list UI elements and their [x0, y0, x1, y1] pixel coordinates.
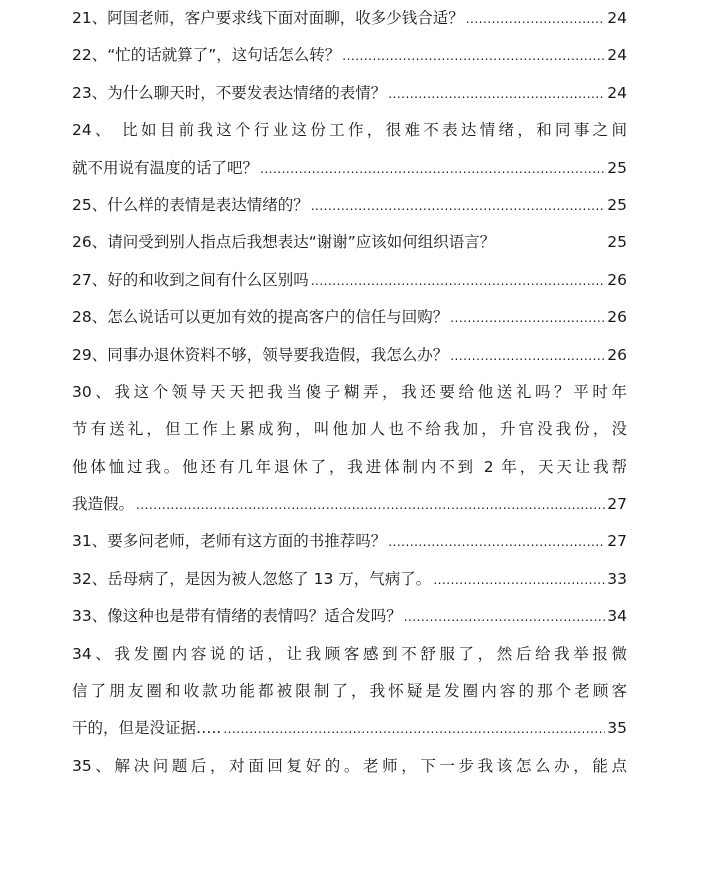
- toc-entry-title: 33、像这种也是带有情绪的表情吗？适合发吗？: [72, 607, 402, 626]
- toc-page-number: 25: [607, 158, 627, 177]
- toc-entry[interactable]: [72, 224, 627, 261]
- toc-entry-title: 35、解决问题后，对面回复好的。老师，下一步我该怎么办，能点: [72, 756, 627, 775]
- toc-entry[interactable]: [72, 150, 627, 187]
- toc-leader-dots: [311, 263, 606, 300]
- toc-entry-title: 24、 比如目前我这个行业这份工作，很难不表达情绪，和同事之间: [72, 121, 627, 140]
- toc-entry-title-cont: 就不用说有温度的话了吧？: [72, 158, 259, 177]
- toc-leader-dots: [342, 38, 605, 75]
- toc-page-number: 26: [607, 345, 627, 364]
- toc-entry-line[interactable]: [72, 112, 627, 149]
- toc-leader-dots: [311, 188, 606, 225]
- toc-entry-line[interactable]: [72, 636, 627, 673]
- toc-leader-dots: [433, 562, 605, 599]
- toc-entry-title: 30、我这个领导天天把我当傻子糊弄，我还要给他送礼吗？平时年: [72, 382, 627, 401]
- toc-entry[interactable]: [72, 710, 627, 747]
- toc-leader-dots: [404, 599, 606, 636]
- toc-entry[interactable]: [72, 598, 627, 635]
- toc-entry-title: 23、为什么聊天时，不要发表达情绪的表情？: [72, 83, 387, 102]
- toc-page-number: 25: [607, 195, 627, 214]
- toc-entry-title: 27、好的和收到之间有什么区别吗: [72, 270, 309, 289]
- toc-leader-dots: [223, 711, 605, 748]
- toc-entry[interactable]: [72, 0, 627, 37]
- toc-entry-title-cont: 我造假。: [72, 495, 135, 514]
- toc-entry[interactable]: [72, 299, 627, 336]
- toc-leader-dots: [260, 151, 605, 188]
- toc-leader-dots: [388, 524, 605, 561]
- toc-entry-line[interactable]: [72, 374, 627, 411]
- toc-entry-line[interactable]: [72, 673, 627, 710]
- toc-entry-title-cont: 信了朋友圈和收款功能都被限制了，我怀疑是发圈内容的那个老顾客: [72, 682, 627, 701]
- toc-entry-title: 34、我发圈内容说的话，让我顾客感到不舒服了，然后给我举报微: [72, 644, 627, 663]
- toc-entry[interactable]: [72, 187, 627, 224]
- toc-entry-line[interactable]: [72, 449, 627, 486]
- toc-entry-title-cont: 他体恤过我。他还有几年退休了，我进体制内不到 2 年，天天让我帮: [72, 457, 627, 476]
- toc-leader-dots: [466, 1, 606, 38]
- toc-page-number: 25: [607, 233, 627, 252]
- toc-leader-dots: [450, 300, 605, 337]
- toc-entry-title: 28、怎么说话可以更加有效的提高客户的信任与回购？: [72, 308, 449, 327]
- toc-page-number: 24: [607, 9, 627, 27]
- toc-entry-title: 25、什么样的表情是表达情绪的？: [72, 195, 309, 214]
- toc-entry[interactable]: [72, 37, 627, 74]
- toc-page-number: 26: [607, 308, 627, 327]
- toc-leader-dots: [136, 487, 605, 524]
- toc-entry[interactable]: [72, 337, 627, 374]
- toc-page-number: 27: [607, 532, 627, 551]
- toc-page-number: 26: [607, 270, 627, 289]
- toc-page-number: 24: [607, 83, 627, 102]
- toc-entry-title-cont: 节有送礼，但工作上累成狗，叫他加人也不给我加，升官没我份，没: [72, 420, 627, 439]
- toc-entry-title: 22、“忙的话就算了”，这句话怎么转？: [72, 46, 341, 65]
- toc-leader-dots: [450, 338, 605, 375]
- toc-entry-title: 32、岳母病了，是因为被人忽悠了 13 万，气病了。: [72, 569, 432, 588]
- toc-page-number: 24: [607, 46, 627, 65]
- toc-entry-title: 21、阿国老师，客户要求线下面对面聊，收多少钱合适？: [72, 9, 464, 27]
- toc-entry-title: 26、请问受到别人指点后我想表达“谢谢”应该如何组织语言？: [72, 233, 496, 252]
- toc-entry-line[interactable]: [72, 411, 627, 448]
- toc-entry[interactable]: [72, 262, 627, 299]
- table-of-contents: [72, 0, 627, 785]
- toc-page-number: 33: [607, 569, 627, 588]
- toc-leader-dots: [388, 76, 605, 113]
- toc-entry-title: 29、同事办退休资料不够，领导要我造假，我怎么办？: [72, 345, 449, 364]
- toc-page-number: 34: [607, 607, 627, 626]
- toc-entry[interactable]: [72, 561, 627, 598]
- toc-entry-title: 31、要多问老师，老师有这方面的书推荐吗？: [72, 532, 387, 551]
- toc-page-number: 27: [607, 495, 627, 514]
- toc-entry[interactable]: [72, 523, 627, 560]
- toc-entry[interactable]: [72, 75, 627, 112]
- toc-page-number: 35: [607, 719, 627, 738]
- toc-entry[interactable]: [72, 486, 627, 523]
- toc-entry-title-cont: 干的，但是没证据…..: [72, 719, 222, 738]
- toc-entry-line[interactable]: [72, 748, 627, 785]
